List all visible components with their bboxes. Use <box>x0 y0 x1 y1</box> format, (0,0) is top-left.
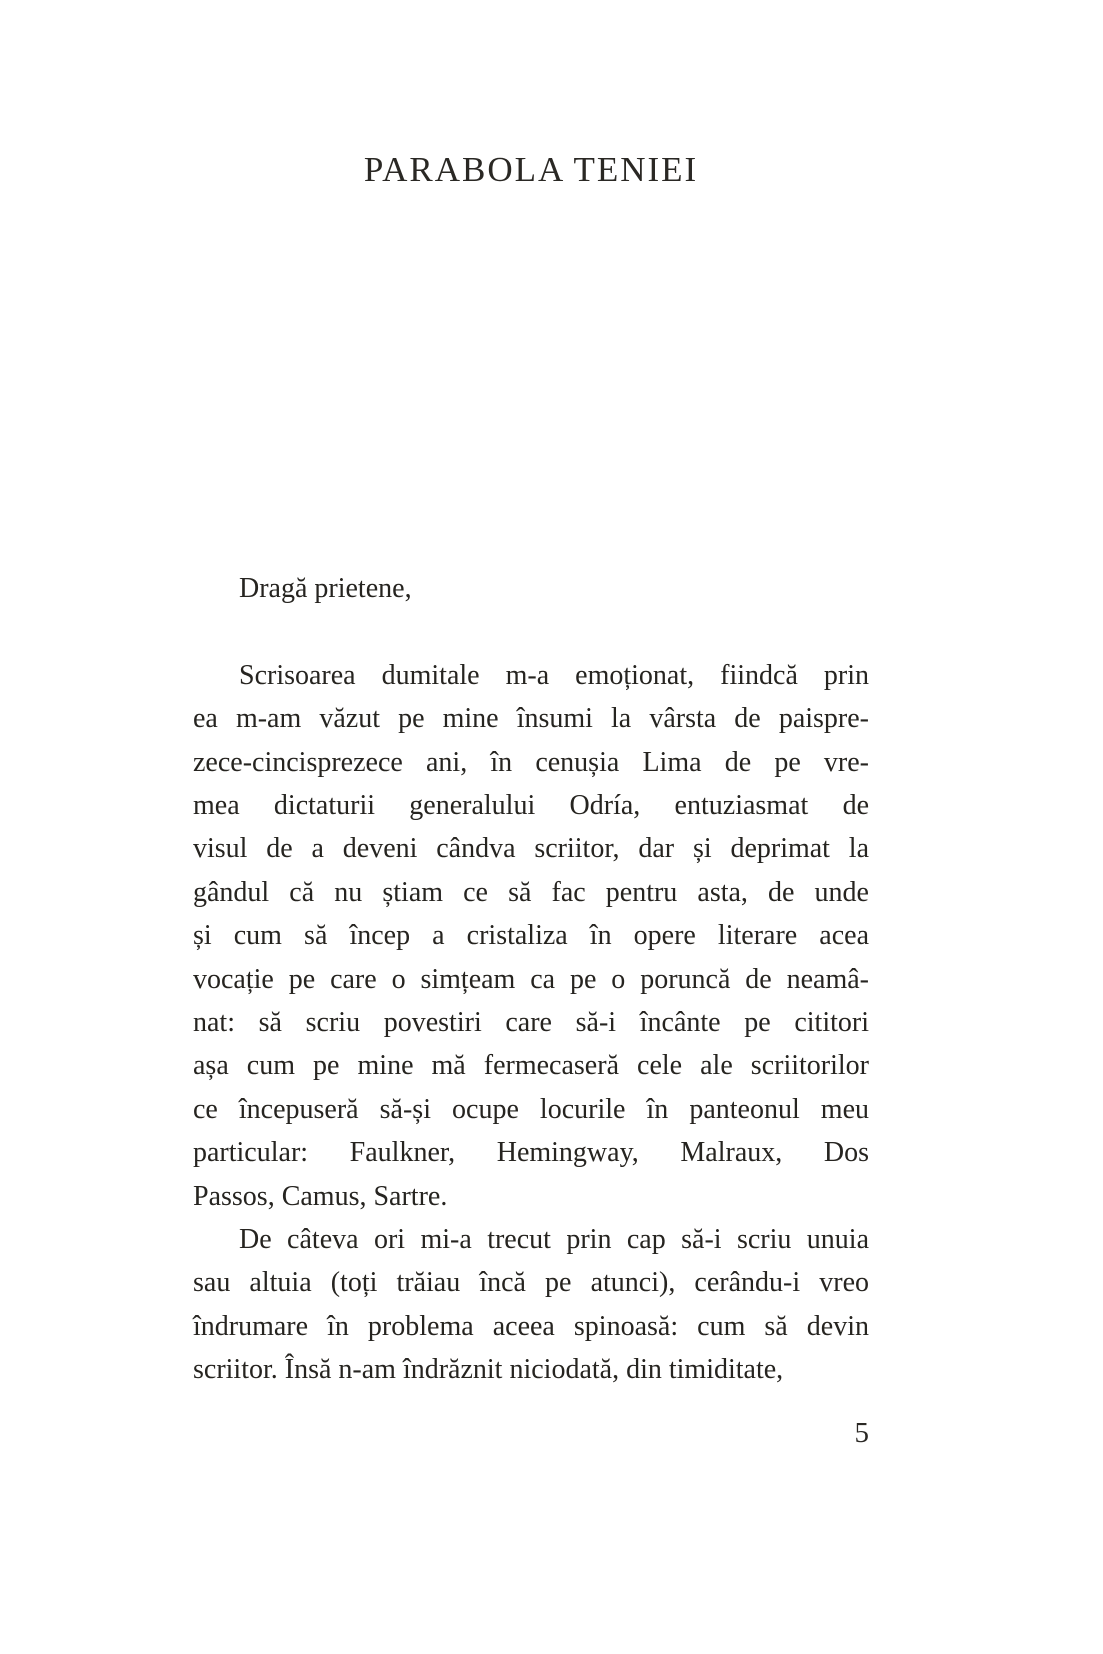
text-line: vocație pe care o simțeam ca pe o poruncă de neamâ- <box>193 963 869 995</box>
text-line: și cum să încep a cristaliza în opere literare acea <box>193 920 869 952</box>
page-number: 5 <box>854 1417 869 1449</box>
text-line: scriitor. Însă n-am îndrăznit niciodată, din timiditate, <box>193 1354 784 1386</box>
text-line: îndrumare în problema aceea spinoasă: cum să devin <box>193 1310 869 1342</box>
text-line: Passos, Camus, Sartre. <box>193 1180 448 1212</box>
text-line: particular: Faulkner, Hemingway, Malraux, Dos <box>193 1137 869 1169</box>
text-line: visul de a deveni cândva scriitor, dar și deprimat la <box>193 833 869 865</box>
text-line: ce începuseră să-și ocupe locurile în panteonul meu <box>193 1093 869 1125</box>
text-line: ea m-am văzut pe mine însumi la vârsta de paispre- <box>193 703 869 735</box>
salutation-line: Dragă prietene, <box>239 573 412 604</box>
text-line: mea dictaturii generalului Odría, entuziasmat de <box>193 790 869 822</box>
text-line: zece-cincisprezece ani, în cenușia Lima de pe vre- <box>193 746 869 778</box>
chapter-title: PARABOLA TENIEI <box>363 150 699 189</box>
text-line: așa cum pe mine mă fermecaseră cele ale scriitorilor <box>193 1050 869 1082</box>
blank-line <box>193 610 869 653</box>
text-line: De câteva ori mi-a trecut prin cap să-i scriu unuia <box>239 1224 869 1256</box>
text-line: Scrisoarea dumitale m-a emoționat, fiindcă prin <box>239 659 869 691</box>
text-line: gândul că nu știam ce să fac pentru asta, de unde <box>193 876 869 908</box>
text-line: sau altuia (toți trăiau încă pe atunci), cerându-i vreo <box>193 1267 869 1299</box>
text-line: nat: să scriu povestiri care să-i încânte pe cititori <box>193 1007 869 1039</box>
letter-body <box>193 567 869 1392</box>
